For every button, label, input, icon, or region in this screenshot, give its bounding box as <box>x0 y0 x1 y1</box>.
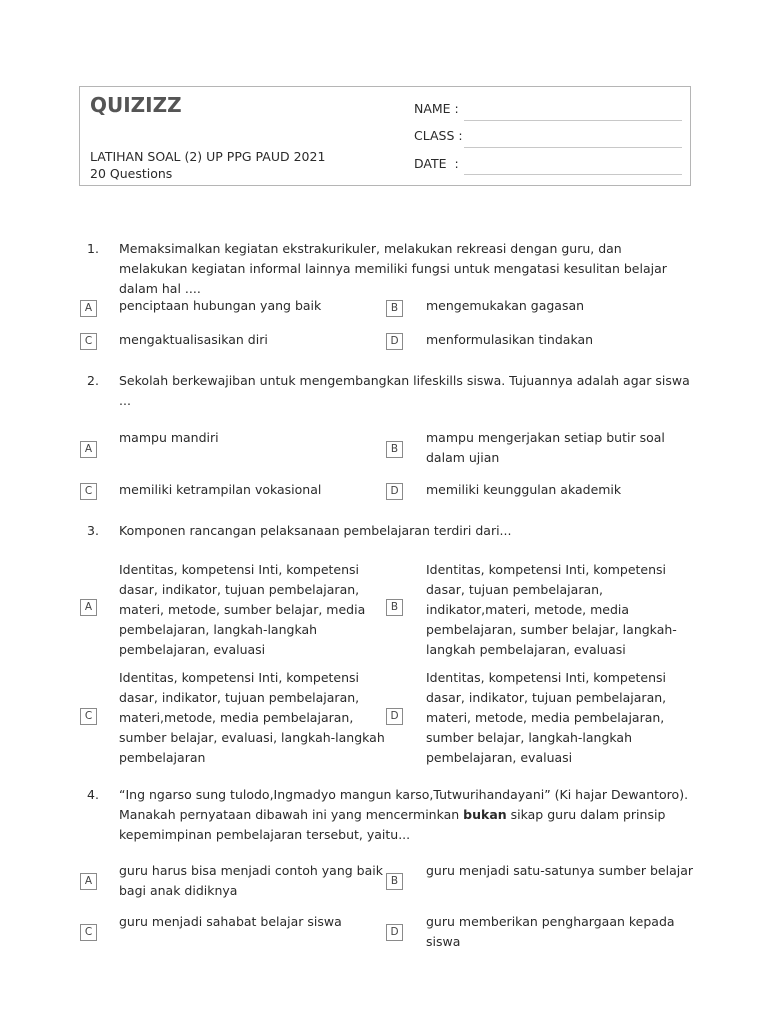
option-text: Identitas, kompetensi Inti, kompetensi dasar, indikator, tujuan pembelajaran, materi,metode, media pembelajaran, sumber belajar, evaluasi, langkah-langkah pembelajaran <box>119 670 385 765</box>
option-text: mengemukakan gagasan <box>426 298 585 313</box>
option-text: memiliki ketrampilan vokasional <box>119 482 322 497</box>
option-letter-box[interactable]: D <box>386 483 403 500</box>
option-letter-box[interactable]: B <box>386 300 403 317</box>
name-field <box>414 101 464 116</box>
option-letter-box[interactable]: A <box>80 599 97 616</box>
question-text: Sekolah berkewajiban untuk mengembangkan lifeskills siswa. Tujuannya adalah agar siswa ... <box>119 373 690 408</box>
date-field <box>414 156 464 171</box>
option-text: Identitas, kompetensi Inti, kompetensi dasar, indikator, tujuan pembelajaran, materi, metode, media pembelajaran, sumber belajar, langkah-langkah pembelajaran, evaluasi <box>426 670 667 765</box>
date-input-line[interactable] <box>464 174 682 175</box>
question-number: 4. <box>87 787 99 802</box>
class-field <box>414 128 464 143</box>
option-text: Identitas, kompetensi Inti, kompetensi dasar, indikator, tujuan pembelajaran, materi, metode, sumber belajar, media pembelajaran, langkah-langkah pembelajaran, evaluasi <box>119 562 366 657</box>
option-text: mampu mengerjakan setiap butir soal dalam ujian <box>426 430 665 465</box>
option-letter-box[interactable]: C <box>80 708 97 725</box>
question-number: 1. <box>87 241 99 256</box>
question-number: 2. <box>87 373 99 388</box>
question-text-part: “Ing ngarso sung tulodo,Ingmadyo mangun karso,Tutwurihandayani” (Ki hajar Dewantoro). Manakah pernyataan dibawah ini yang mencerminkan <box>119 787 689 822</box>
option-letter-box[interactable]: B <box>386 873 403 890</box>
class-label: CLASS : <box>414 128 463 143</box>
option-text: Identitas, kompetensi Inti, kompetensi dasar, tujuan pembelajaran, indikator,materi, metode, media pembelajaran, sumber belajar, langkah-langkah pembelajaran, evaluasi <box>426 562 677 657</box>
option-letter-box[interactable]: A <box>80 300 97 317</box>
option-text: guru menjadi sahabat belajar siswa <box>119 914 342 929</box>
option-letter-box[interactable]: D <box>386 924 403 941</box>
date-label: DATE : <box>414 156 459 171</box>
worksheet-title: LATIHAN SOAL (2) UP PPG PAUD 2021 <box>90 149 326 164</box>
option-text: penciptaan hubungan yang baik <box>119 298 322 313</box>
worksheet-header <box>79 86 691 186</box>
name-input-line[interactable] <box>464 120 682 121</box>
option-letter-box[interactable]: C <box>80 333 97 350</box>
option-letter-box[interactable]: A <box>80 441 97 458</box>
worksheet-title-block <box>90 148 325 182</box>
option-letter-box[interactable]: A <box>80 873 97 890</box>
option-text: guru harus bisa menjadi contoh yang baik bagi anak didiknya <box>119 863 383 898</box>
option-text: guru menjadi satu-satunya sumber belajar <box>426 863 694 878</box>
question-text <box>119 785 694 845</box>
question-emphasis: bukan <box>463 807 507 822</box>
class-input-line[interactable] <box>464 147 682 148</box>
option-text: mampu mandiri <box>119 430 219 445</box>
question-text: Memaksimalkan kegiatan ekstrakurikuler, melakukan rekreasi dengan guru, dan melakukan kegiatan informal lainnya memiliki fungsi untuk mengatasi kesulitan belajar dalam hal .... <box>119 241 667 296</box>
question-number: 3. <box>87 523 99 538</box>
question-count: 20 Questions <box>90 166 173 181</box>
option-letter-box[interactable]: D <box>386 333 403 350</box>
quizizz-logo: QUIZIZZ <box>90 93 182 117</box>
option-letter-box[interactable]: D <box>386 708 403 725</box>
option-letter-box[interactable]: B <box>386 441 403 458</box>
question-text: Komponen rancangan pelaksanaan pembelajaran terdiri dari... <box>119 523 512 538</box>
question-text-part: sikap guru dalam prinsip kepemimpinan pembelajaran tersebut, yaitu... <box>119 807 666 842</box>
name-label: NAME : <box>414 101 459 116</box>
option-text: menformulasikan tindakan <box>426 332 594 347</box>
option-text: guru memberikan penghargaan kepada siswa <box>426 914 675 949</box>
option-text: mengaktualisasikan diri <box>119 332 268 347</box>
option-text: memiliki keunggulan akademik <box>426 482 622 497</box>
option-letter-box[interactable]: B <box>386 599 403 616</box>
option-letter-box[interactable]: C <box>80 924 97 941</box>
option-letter-box[interactable]: C <box>80 483 97 500</box>
